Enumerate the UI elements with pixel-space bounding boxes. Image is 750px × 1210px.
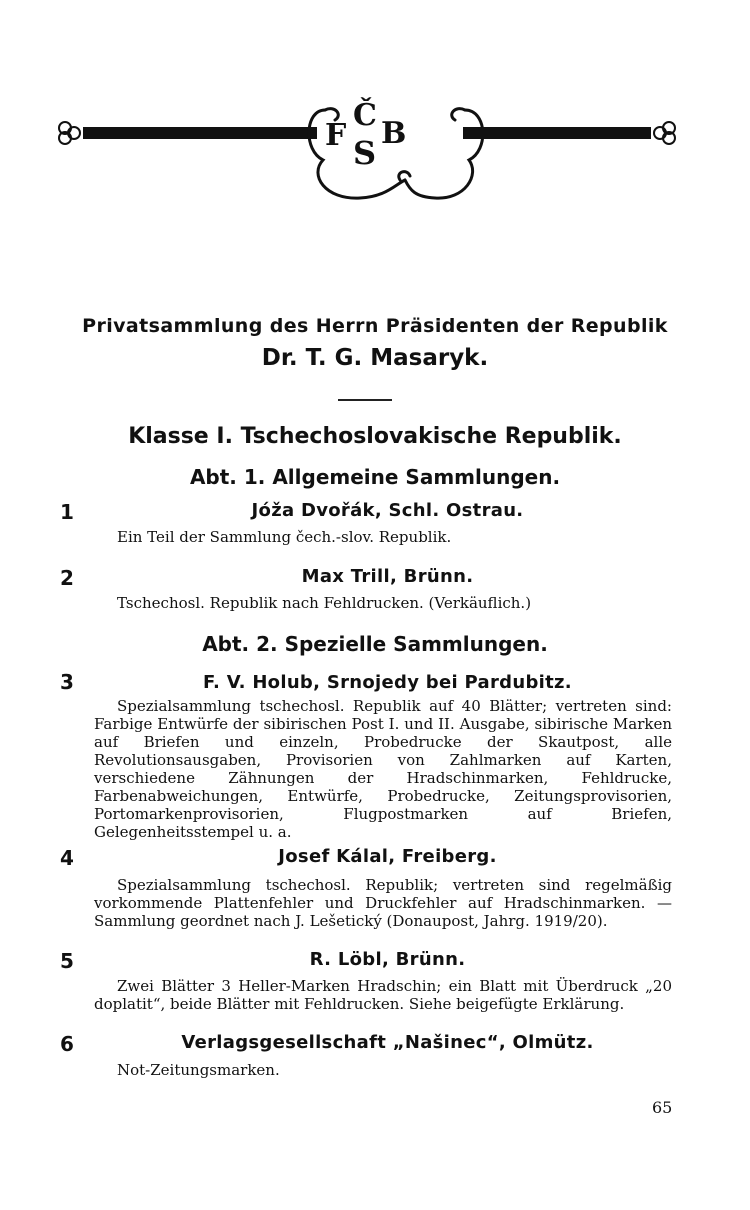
section-title-special: Abt. 2. Spezielle Sammlungen.	[202, 632, 548, 656]
entry-name: R. Löbl, Brünn.	[309, 949, 466, 970]
entry-number: 2	[60, 566, 74, 590]
collection-title: Privatsammlung des Herrn Präsidenten der Republik	[82, 315, 668, 337]
entry-name: F. V. Holub, Srnojedy bei Pardubitz.	[203, 672, 572, 693]
entry-description: Zwei Blätter 3 Heller-Marken Hradschin; ein Blatt mit Überdruck „20 doplatit“, beide Blätter mit Fehldrucken. Siehe beigefügte Erklärung.	[94, 977, 672, 1013]
society-monogram	[325, 98, 415, 178]
entry-name: Josef Kálal, Freiberg.	[278, 846, 497, 867]
monogram-letter-s: S	[353, 134, 377, 172]
entry-name: Verlagsgesellschaft „Našinec“, Olmütz.	[181, 1032, 594, 1053]
entry-number: 5	[60, 949, 74, 973]
class-title: Klasse I. Tschechoslovakische Republik.	[128, 424, 622, 449]
entry-number: 3	[60, 670, 74, 694]
entry-number: 4	[60, 846, 74, 870]
entry-number: 1	[60, 500, 74, 524]
knot-ornament-right-icon	[649, 118, 679, 148]
section-title-general: Abt. 1. Allgemeine Sammlungen.	[189, 465, 561, 489]
entry-name: Jóža Dvořák, Schl. Ostrau.	[251, 500, 524, 521]
knot-ornament-left-icon	[55, 118, 85, 148]
entry-description: Spezialsammlung tschechosl. Republik auf 40 Blätter; vertreten sind: Farbige Entwürfe der sibirischen Post I. und II. Ausgabe, sibirische Marken auf Briefen und einzeln, Probedrucke der Skautpost, alle Revolutionsausgaben, Provisorien von Zahlmarken auf Karten, verschiedene Zähnungen der Hradschinmarken, Fehldrucke, Farbenabweichungen, Entwürfe, Probedrucke, Zeitungsprovisorien, Portomarkenprovisorien, Flugpostmarken auf Briefen, Gelegenheitsstempel u. a.	[94, 697, 672, 841]
monogram-letter-b: B	[381, 116, 407, 151]
title-divider	[338, 399, 392, 401]
collection-owner: Dr. T. G. Masaryk.	[261, 345, 489, 371]
entry-description: Ein Teil der Sammlung čech.-slov. Republik.	[117, 528, 452, 546]
entry-description: Not-Zeitungsmarken.	[117, 1061, 280, 1079]
entry-description: Spezialsammlung tschechosl. Republik; vertreten sind regelmäßig vorkommende Plattenfehler und Druckfehler auf Hradschinmarken. — Sammlung geordnet nach J. Lešetický (Donaupost, Jahrg. 1919/20).	[94, 876, 672, 930]
ornament-bar-right	[463, 127, 651, 139]
ornament-header	[55, 80, 675, 220]
entry-number: 6	[60, 1032, 74, 1056]
entry-name: Max Trill, Brünn.	[301, 566, 474, 587]
entry-description: Tschechosl. Republik nach Fehldrucken. (Verkäuflich.)	[117, 594, 532, 612]
monogram-letter-f: F	[325, 118, 347, 153]
monogram-letter-c: Č	[353, 98, 377, 133]
page-number: 65	[652, 1098, 673, 1117]
